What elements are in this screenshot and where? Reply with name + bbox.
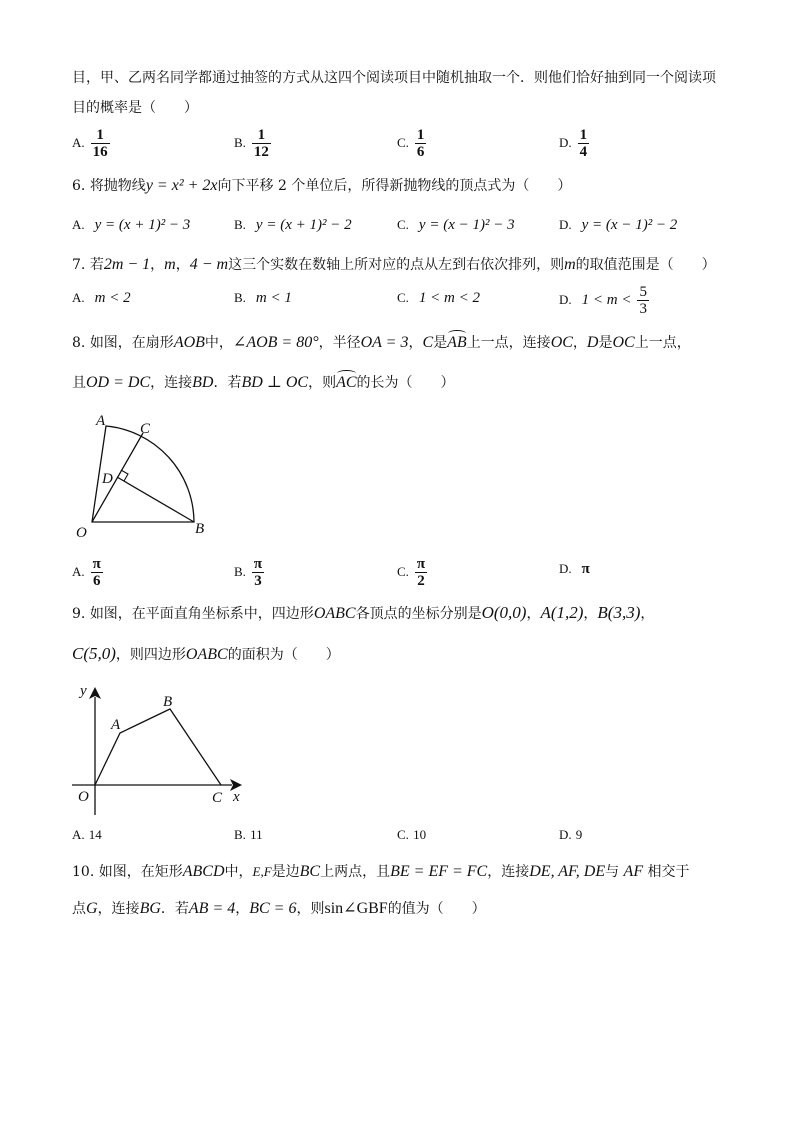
fraction: $\frac{\pi}{6}$ <box>92 556 101 589</box>
q6-option-c: C. y = (x − 1)² − 3 <box>397 217 515 233</box>
q9-option-c: C. 10 <box>397 827 427 842</box>
q6-option-a: A. y = (x + 1)² − 3 <box>72 217 191 233</box>
label-x: x <box>233 789 240 805</box>
q5-text-line2: 目的概率是（ ） <box>72 100 198 116</box>
fraction: $\frac{1}{12}$ <box>253 127 269 160</box>
label-o: O <box>78 789 89 805</box>
q6-text: 6. 将抛物线y = x² + 2x向下平移 2 个单位后，所得新抛物线的顶点式为（ ） <box>72 177 572 194</box>
label-a: A <box>111 717 121 733</box>
q7-option-d: D. 1 < m < $\frac{5}{3}$ <box>559 284 647 317</box>
q9-coordinate-figure <box>70 675 260 815</box>
q8-option-c: C. $\frac{\pi}{2}$ <box>397 556 426 589</box>
fraction: $\frac{\pi}{3}$ <box>253 556 263 589</box>
label-y: y <box>80 683 87 699</box>
fraction: $\frac{1}{16}$ <box>92 127 108 160</box>
q8-option-b: B. $\frac{\pi}{3}$ <box>234 556 263 589</box>
label-a: A <box>96 413 106 429</box>
q9-text-line2: C(5,0)，则四边形OABC的面积为（ ） <box>72 644 340 663</box>
segment-bd <box>117 477 194 522</box>
q10-text-line2: 点G，连接BG．若AB = 4，BC = 6，则sin∠GBF的值为（ ） <box>72 900 486 917</box>
q5-option-b: B. $\frac{1}{12}$ <box>234 127 269 160</box>
q7-option-a: A. m < 2 <box>72 290 131 306</box>
q5-option-d: D. $\frac{1}{4}$ <box>559 127 588 160</box>
q6-option-b: B. y = (x + 1)² − 2 <box>234 217 352 233</box>
label-c: C <box>212 790 223 806</box>
label-o: O <box>76 525 87 541</box>
fraction: $\frac{5}{3}$ <box>639 284 647 317</box>
label-b: B <box>195 521 205 537</box>
q9-text-line1: 9. 如图，在平面直角坐标系中，四边形OABC各顶点的坐标分别是O(0,0)，A(1,2)，B(3,3)， <box>72 603 655 622</box>
q7-option-c: C. 1 < m < 2 <box>397 290 480 306</box>
q8-text-line1: 8. 如图，在扇形AOB中，∠AOB = 80°，半径OA = 3，C是AB上一点，连接OC，D是OC上一点， <box>72 334 691 351</box>
q8-option-a: A. $\frac{\pi}{6}$ <box>72 556 101 589</box>
fraction: $\frac{1}{6}$ <box>416 127 425 160</box>
label-d: D <box>102 471 113 487</box>
label-c: C <box>140 421 151 437</box>
fraction: $\frac{\pi}{2}$ <box>416 556 426 589</box>
q6-option-d: D. y = (x − 1)² − 2 <box>559 217 678 233</box>
q8-option-d: D. π <box>559 561 590 577</box>
q5-option-a: A. $\frac{1}{16}$ <box>72 127 108 160</box>
q9-option-b: B. 11 <box>234 827 263 842</box>
q8-text-line2: 且OD = DC，连接BD．若BD ⊥ OC，则AC的长为（ ） <box>72 374 455 391</box>
q7-option-b: B. m < 1 <box>234 290 292 306</box>
q8-sector-figure <box>70 405 230 545</box>
q9-option-a: A. 14 <box>72 827 102 842</box>
q9-option-d: D. 9 <box>559 827 583 842</box>
q7-text: 7. 若2m − 1，m，4 − m这三个实数在数轴上所对应的点从左到右依次排列，则m的取值范围是（ ） <box>72 256 716 273</box>
fraction: $\frac{1}{4}$ <box>579 127 588 160</box>
q10-text-line1: 10. 如图，在矩形ABCD中，E,F是边BC上两点，且BE = EF = FC，连接DE, AF, DE与 AF 相交于 <box>72 863 690 880</box>
q5-text-line1: 目，甲、乙两名同学都通过抽签的方式从这四个阅读项目中随机抽取一个．则他们恰好抽到同一个阅读项 <box>72 70 716 86</box>
q5-option-c: C. $\frac{1}{6}$ <box>397 127 425 160</box>
label-b: B <box>163 694 173 710</box>
